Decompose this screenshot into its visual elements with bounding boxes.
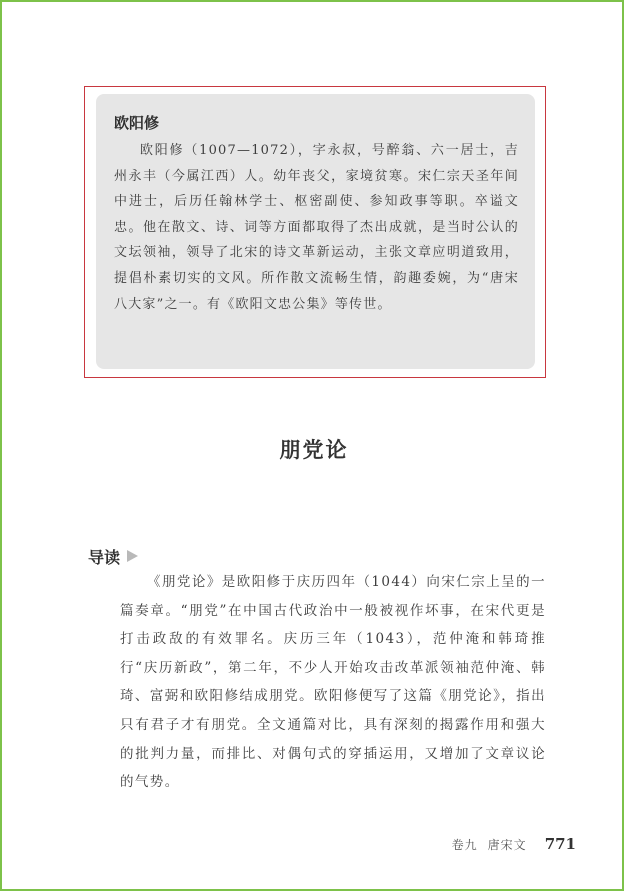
guide-text: 《朋党论》是欧阳修于庆历四年（1044）向宋仁宗上呈的一篇奏章。“朋党”在中国古代政治中一般被视作坏事，在宋代更是打击政敌的有效罪名。庆历三年（1043），范仲淹和韩琦推行“庆历新政”，第二年，不少人开始攻击改革派领袖范仲淹、韩琦、富弼和欧阳修结成朋党。欧阳修便写了这篇《朋党论》，指出只有君子才有朋党。全文通篇对比，具有深刻的揭露作用和强大的批判力量，而排比、对偶句式的穿插运用，又增加了文章议论的气势。 bbox=[120, 574, 546, 791]
author-bio-text: 欧阳修（1007—1072），字永叔，号醉翁、六一居士，吉州永丰（今属江西）人。幼年丧父，家境贫寒。宋仁宗天圣年间中进士，后历任翰林学士、枢密副使、参知政事等职。卒谥文忠。他在散文、诗、词等方面都取得了杰出成就，是当时公认的文坛领袖，领导了北宋的诗文革新运动，主张文章应明道致用，提倡朴素切实的文风。所作散文流畅生情，韵趣委婉，为“唐宋八大家”之一。有《欧阳文忠公集》等传世。 bbox=[114, 143, 519, 312]
chapter-title: 朋党论 bbox=[279, 438, 349, 462]
page-footer bbox=[452, 835, 576, 853]
author-bio-box bbox=[96, 94, 535, 369]
guide-label: 导读 bbox=[88, 547, 121, 567]
author-name-heading: 欧阳修 bbox=[114, 114, 160, 132]
footer-volume: 卷九 bbox=[451, 838, 478, 852]
author-bio-frame bbox=[84, 86, 546, 378]
triangle-right-icon bbox=[127, 550, 138, 562]
page-number: 771 bbox=[544, 835, 576, 853]
guide-heading bbox=[88, 545, 138, 567]
footer-section: 唐宋文 bbox=[487, 838, 527, 852]
